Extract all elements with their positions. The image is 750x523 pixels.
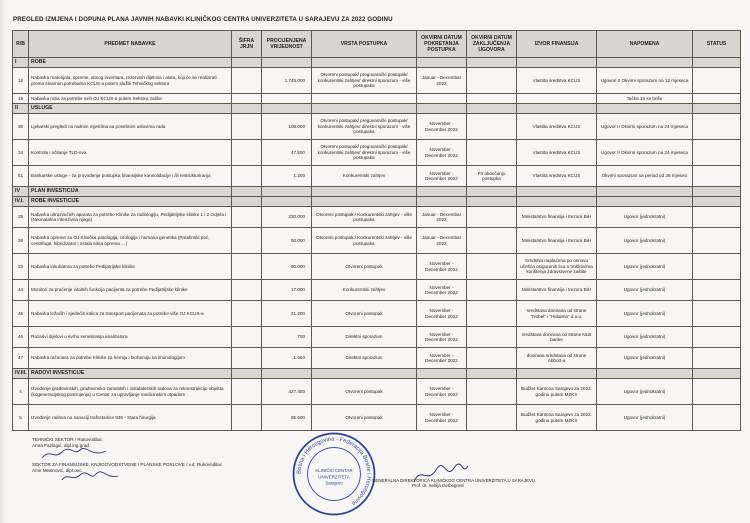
- cell-pokretanje: November - December 2022: [417, 301, 467, 327]
- table-row: [13, 327, 741, 348]
- cell-vrijednost: 427.400: [262, 379, 312, 405]
- cell-izvor: Vlastita sredstva KCUS: [517, 114, 597, 140]
- direktor-title: GENERALNA DIREKTORICA KLINIČKOG CENTRA UNIVERZITETA U SARAJEVU: [372, 478, 536, 483]
- cell-pokretanje: Januar - Decembar 2022: [417, 68, 467, 94]
- table-row: [13, 348, 741, 369]
- document-title: PREGLED IZMJENA I DOPUNA PLANA JAVNIH NABAVKI KLINIČKOG CENTRA UNIVERZITETA U SARAJEVU ZA 2022 GODINU: [13, 16, 393, 23]
- cell-napomena: Ugovor II Okvirni sporazum na 24 mjeseca: [597, 140, 693, 166]
- table-row: [13, 114, 741, 140]
- cell-rb: 16: [13, 68, 29, 94]
- svg-text:KLINIČKI CENTAR: KLINIČKI CENTAR: [315, 468, 353, 474]
- cell-rb: 33: [13, 254, 29, 280]
- section-label: ROBE INVESTICIJE: [29, 197, 232, 207]
- cell-zakljucenje: [467, 114, 517, 140]
- cell-pokretanje: November - December 2022: [417, 327, 467, 348]
- table-row: [13, 166, 741, 187]
- cell-pokretanje: November - December 2022: [417, 379, 467, 405]
- cell-vrsta: Otvoreni postupak: [312, 301, 417, 327]
- cell-napomena: Tačka 16 se briše: [597, 94, 693, 104]
- section-row-robe-investicije: [13, 197, 741, 207]
- cell-pokretanje: November - December 2022: [417, 405, 467, 431]
- cell-predmet: Nabavka računara za potrebe Klinike za hemiju i biohemiju sa imunologijom: [29, 348, 232, 369]
- cell-zakljucenje: [467, 348, 517, 369]
- cell-vrsta: Otvoreni postupak / Konkurentski zahtjev - više postupaka: [312, 207, 417, 228]
- table-row: [13, 207, 741, 228]
- cell-napomena: Ugovor (jednokratni): [597, 254, 693, 280]
- section-row-robe: [13, 58, 741, 68]
- section-num: IV.I.: [13, 197, 29, 207]
- cell-vrsta: Otvoreni postupak/ pregovarački postupak/ konkurentski zahtjev/ direktni sporazum - više postupaka: [312, 114, 417, 140]
- cell-vrsta: Otvoreni postupak/ pregovarački postupak/ konkurentski zahtjev/ direktni sporazum - više postupaka: [312, 68, 417, 94]
- cell-izvor: Vlastita sredstva KCUS: [517, 166, 597, 187]
- cell-vrijednost: 1.745.000: [262, 68, 312, 94]
- cell-predmet: Monitori za praćenje vitalnih funkcija pacijenta za potrebe Pedijatrijske klinike: [29, 280, 232, 301]
- cell-vrsta: Otvoreni postupak: [312, 379, 417, 405]
- cell-rb: 44: [13, 280, 29, 301]
- cell-zakljucenje: [467, 140, 517, 166]
- cell-vrijednost: 230.000: [262, 207, 312, 228]
- header-vrsta: VRSTA POSTUPKA: [312, 31, 417, 58]
- header-izvor: IZVOR FINANSIJA: [517, 31, 597, 58]
- cell-rb: 45: [13, 301, 29, 327]
- cell-vrijednost: 21.200: [262, 301, 312, 327]
- section-num: II: [13, 104, 29, 114]
- cell-predmet: Nabavka roba za potrebe svih OJ KCUS-a putem Sektora zaliha: [29, 94, 232, 104]
- header-status: STATUS: [693, 31, 741, 58]
- tehnicki-name: Amra Fazlagić, dipl.ing.građ.: [32, 442, 91, 448]
- table-row: [13, 379, 741, 405]
- cell-izvor: Budžet Kantona Sarajevo za 2022. godinu putem MZKS: [517, 379, 597, 405]
- cell-zakljucenje: [467, 228, 517, 254]
- header-zakljucenje: OKVIRNI DATUM ZAKLJUČENJA UGOVORA: [467, 31, 517, 58]
- cell-pokretanje: November - December 2022: [417, 114, 467, 140]
- cell-zakljucenje: [467, 68, 517, 94]
- cell-pokretanje: November - December 2022: [417, 254, 467, 280]
- cell-vrijednost: [262, 94, 312, 104]
- cell-napomena: Ugovor (jednokratni): [597, 405, 693, 431]
- cell-vrsta: Otvoreni postupak: [312, 254, 417, 280]
- cell-napomena: Ugovor (jednokratni): [597, 379, 693, 405]
- cell-napomena: Ugovor (jednokratni): [597, 280, 693, 301]
- cell-vrijednost: 47.500: [262, 140, 312, 166]
- cell-pokretanje: November - December 2022: [417, 280, 467, 301]
- cell-predmet: Bankarske usluge - za provođenje postupka finansijske konsolidacije i /ili restrukturiranja: [29, 166, 232, 187]
- cell-rb: 30: [13, 114, 29, 140]
- cell-predmet: Razarivi dijelovi u svrhu servisiranja analizatora: [29, 327, 232, 348]
- cell-vrijednost: 108.000: [262, 114, 312, 140]
- cell-rb: 51: [13, 166, 29, 187]
- cell-predmet: Izvođenje građevinskih, građevinsko-zanatskih i instalaterskih radova za rekonstrukciju objekta (kogeneracijskog postrojenja) u Centar za upravljanje medicinskim otpadom: [29, 379, 232, 405]
- cell-vrijednost: 700: [262, 327, 312, 348]
- table-row: [13, 280, 741, 301]
- section-label: RADOVI INVESTICIJE: [29, 369, 232, 379]
- signature-tehnicki: [40, 446, 110, 462]
- cell-pokretanje: November - December 2022: [417, 348, 467, 369]
- cell-pokretanje: November - December 2022: [417, 140, 467, 166]
- cell-izvor: sredstava donirana od strane "Nobel" i "Hidalma" d.o.o.: [517, 301, 597, 327]
- cell-vrijednost: 85.500: [262, 405, 312, 431]
- section-num: I: [13, 58, 29, 68]
- cell-izvor: [517, 94, 597, 104]
- cell-vrsta: Otvoreni postupak / Konkurentski zahtjev - više postupaka: [312, 228, 417, 254]
- cell-pokretanje: Januar - Decembar 2022: [417, 207, 467, 228]
- cell-vrsta: [312, 94, 417, 104]
- cell-predmet: Kontrola i očitanje TLD-ova: [29, 140, 232, 166]
- cell-pokretanje: [417, 94, 467, 104]
- cell-zakljucenje: [467, 254, 517, 280]
- finansije-name: Amir Mesinović, dipl.oec.: [32, 467, 83, 473]
- table-row: [13, 254, 741, 280]
- cell-izvor: Ministarstvo finansija i trezora BiH: [517, 280, 597, 301]
- cell-pokretanje: November - December 2022: [417, 166, 467, 187]
- cell-napomena: Okvirni sporazum na period od 36 mjeseci: [597, 166, 693, 187]
- cell-izvor: Budžet Kantona Sarajevo za 2022. godinu putem MZKS: [517, 405, 597, 431]
- cell-napomena: Ugovor (jednokratni): [597, 348, 693, 369]
- cell-vrijednost: 1.650: [262, 348, 312, 369]
- header-sifra: ŠIFRA JRJN: [232, 31, 262, 58]
- cell-zakljucenje: [467, 280, 517, 301]
- header-napomena: NAPOMENA: [597, 31, 693, 58]
- cell-zakljucenje: [467, 301, 517, 327]
- cell-izvor: Sredstva naplaćena po osnovu učešća osiguranih lica u troškovima korištenja zdravstvene zaštite: [517, 254, 597, 280]
- section-label: ROBE: [29, 58, 232, 68]
- cell-rb: 46: [13, 327, 29, 348]
- cell-predmet: Nabavka materijala, opreme, sitnog inventara, rezervnih dijelova i alata, koji će se realizirati prema stvarnim potrebama KCUS-a putem službi Tehničkog sektora: [29, 68, 232, 94]
- cell-vrsta: Otvoreni postupak: [312, 405, 417, 431]
- footer-direktor: [372, 478, 535, 489]
- cell-napomena: Ugovori II Okvirni sporazum na 12 mjeseca: [597, 68, 693, 94]
- cell-rb: 25: [13, 207, 29, 228]
- cell-predmet: Nabavka inkubatora za potrebe Pedijatrijske klinike: [29, 254, 232, 280]
- cell-predmet: Nabavka opreme za OJ Klinička patologija, citologija i humana genetika (Parafinski peć, centrifuge, hibridizator i ostala sitna oprema …): [29, 228, 232, 254]
- cell-izvor: Ministarstvo finansija i trezora BiH: [517, 228, 597, 254]
- cell-predmet: Izvođenje radova na sanaciji trafostanice 935 - Stara hirurgija: [29, 405, 232, 431]
- table-header-row: [13, 31, 741, 58]
- procurement-table: [12, 30, 741, 431]
- header-vrijednost: PROCIJENJENA VRIJEDNOST: [262, 31, 312, 58]
- cell-rb: 5: [13, 405, 29, 431]
- scan-edge: [0, 0, 6, 523]
- section-num: IV: [13, 187, 29, 197]
- cell-predmet: Nabavka ultrazvučnih aparata za potrebe Klinike za radiologiju, Pedijatrijske klinike 1 i 2 Odjela i (Neonatalna intenzivna njega): [29, 207, 232, 228]
- cell-napomena: Ugovor (jednokratni): [597, 327, 693, 348]
- table-row: [13, 140, 741, 166]
- cell-vrsta: Konkurentski zahtjev: [312, 280, 417, 301]
- finansije-title: SEKTOR ZA FINANSIJSKE, KNJIGOVODSTVENE I PLANSKE POSLOVE / v.d. Rukovodilac: [32, 462, 223, 467]
- section-label: USLUGE: [29, 104, 232, 114]
- section-num: IV.III.: [13, 369, 29, 379]
- cell-zakljucenje: [467, 207, 517, 228]
- cell-zakljucenje: [467, 379, 517, 405]
- cell-predmet: Nabavka ležaćih i sjedećih kolica za transport pacijenata za potrebe više OJ KCUS-a: [29, 301, 232, 327]
- header-predmet: PREDMET NABAVKE: [29, 31, 232, 58]
- cell-napomena: Ugovor (jednokratni): [597, 207, 693, 228]
- section-row-usluge: [13, 104, 741, 114]
- cell-vrijednost: 1.200: [262, 166, 312, 187]
- table-row: [13, 68, 741, 94]
- cell-pokretanje: Januar - Decembar 2022: [417, 228, 467, 254]
- cell-zakljucenje: [467, 405, 517, 431]
- cell-predmet: Ljekarski pregledi na radnim mjestima sa posebnim uslovima rada: [29, 114, 232, 140]
- cell-rb: 47: [13, 348, 29, 369]
- cell-vrsta: Direktni sporazum: [312, 327, 417, 348]
- cell-vrijednost: 17.000: [262, 280, 312, 301]
- cell-rb: 34: [13, 140, 29, 166]
- header-rb: R/B: [13, 31, 29, 58]
- cell-izvor: Vlastita sredstva KCUS: [517, 140, 597, 166]
- cell-rb: 4: [13, 379, 29, 405]
- header-pokretanje: OKVIRNI DATUM POKRETANJA POSTUPKA: [417, 31, 467, 58]
- cell-napomena: Ugovor II Okvirni sporazum na 24 mjeseca: [597, 114, 693, 140]
- cell-zakljucenje: Po okončanju postupka: [467, 166, 517, 187]
- cell-zakljucenje: [467, 327, 517, 348]
- cell-zakljucenje: [467, 94, 517, 104]
- svg-text:UNIVERZITETA: UNIVERZITETA: [318, 474, 350, 480]
- table-row: [13, 228, 741, 254]
- official-stamp: [290, 430, 378, 518]
- table-row: [13, 94, 741, 104]
- cell-vrsta: Direktni sporazum: [312, 348, 417, 369]
- cell-vrijednost: 50.000: [262, 228, 312, 254]
- cell-vrsta: Konkurentski zahtjev: [312, 166, 417, 187]
- cell-izvor: Ministarstvo finansija i trezora BiH: [517, 207, 597, 228]
- cell-rb: 18: [13, 94, 29, 104]
- cell-rb: 26: [13, 228, 29, 254]
- section-row-investicije: [13, 187, 741, 197]
- cell-napomena: Ugovor (jednokratni): [597, 228, 693, 254]
- cell-napomena: Ugovor (jednokratni): [597, 301, 693, 327]
- cell-izvor: Vlastita sredstva KCUS: [517, 68, 597, 94]
- direktor-name: Prof. dr. Sebija Izetbegović: [412, 483, 465, 489]
- cell-izvor: donirana sredstava od strane Abbott-a: [517, 348, 597, 369]
- signature-finansije: [60, 470, 120, 484]
- cell-vrijednost: 90.000: [262, 254, 312, 280]
- svg-text:Bosna i Hercegovina - Federaci: Bosna i Hercegovina - Federacija Bosne i Hercegovine: [296, 436, 372, 507]
- svg-text:Sarajevo: Sarajevo: [325, 480, 343, 486]
- cell-vrsta: Otvoreni postupak/ pregovarački postupak/ konkurentski zahtjev/ direktni sporazum - više postupaka: [312, 140, 417, 166]
- table-row: [13, 405, 741, 431]
- table-row: [13, 301, 741, 327]
- tehnicki-title: TEHNIČKI SEKTOR / Rukovodilac: [32, 437, 103, 442]
- cell-izvor: sredstava donirana od strane NLB banke: [517, 327, 597, 348]
- section-label: PLAN INVESTICIJA: [29, 187, 232, 197]
- section-row-radovi: [13, 369, 741, 379]
